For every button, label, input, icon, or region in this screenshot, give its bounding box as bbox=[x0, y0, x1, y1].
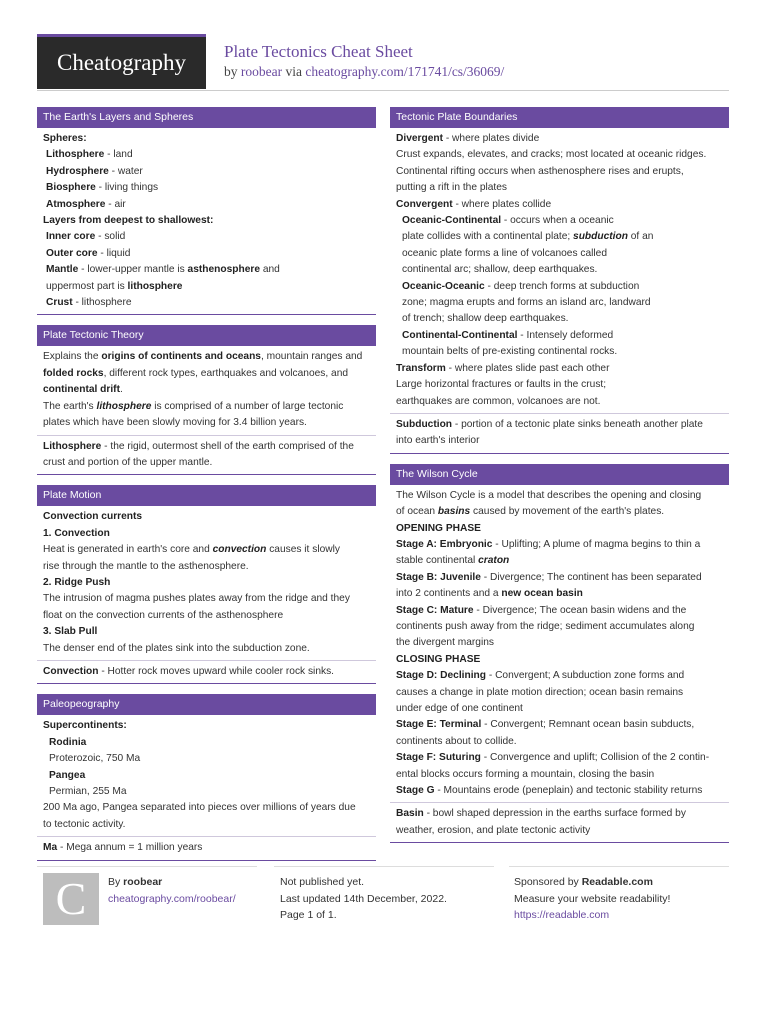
sponsor-tagline: Measure your website readability! bbox=[514, 892, 671, 905]
text-line: 3. Slab Pull bbox=[43, 626, 98, 638]
text-run: into 2 continents and a bbox=[396, 588, 502, 600]
section-paleogeography bbox=[37, 694, 376, 860]
definition: and bbox=[260, 264, 280, 276]
text-line bbox=[43, 439, 370, 455]
term: Inner core bbox=[46, 231, 96, 243]
text-line: Layers from deepest to shallowest: bbox=[43, 215, 214, 227]
text-line: causes a change in plate motion direction; ocean basin remains bbox=[396, 686, 684, 698]
term: Stage A: Embryonic bbox=[396, 538, 493, 550]
footer-meta bbox=[280, 874, 447, 924]
text-run: - bowl shaped depression in the earths surface formed by bbox=[423, 808, 686, 820]
text-line: Large horizontal fractures or faults in the crust; bbox=[396, 379, 607, 391]
text-run: of ocean bbox=[396, 506, 438, 518]
term: Stage E: Terminal bbox=[396, 719, 482, 731]
definition: - living things bbox=[95, 182, 159, 194]
term: Hydrosphere bbox=[46, 165, 109, 177]
section-block bbox=[37, 660, 376, 683]
term: lithosphere bbox=[127, 280, 183, 292]
byline-via: via bbox=[285, 64, 302, 79]
definition: - lower-upper mantle is bbox=[78, 264, 188, 276]
term: Subduction bbox=[396, 418, 453, 430]
author-avatar[interactable]: C bbox=[43, 873, 99, 925]
term: basins bbox=[437, 506, 471, 518]
text-line bbox=[396, 806, 723, 822]
text-line bbox=[396, 361, 723, 377]
text-line: Proterozoic, 750 Ma bbox=[49, 753, 141, 765]
section-plate-tectonic-theory bbox=[37, 325, 376, 475]
text-line bbox=[396, 586, 723, 602]
text-line: under edge of one continent bbox=[396, 703, 523, 714]
term: Outer core bbox=[46, 247, 98, 259]
term: convection bbox=[212, 544, 267, 556]
text-run: - Mega annum = 1 million years bbox=[57, 842, 203, 854]
text-line: rise through the mantle to the asthenosphere. bbox=[43, 560, 249, 572]
cheatography-logo[interactable]: Cheatography bbox=[37, 34, 206, 89]
term: Convergent bbox=[396, 198, 453, 210]
section-title: Plate Tectonic Theory bbox=[37, 325, 376, 346]
text-line: Rodinia bbox=[49, 736, 87, 748]
byline-by: by bbox=[224, 64, 238, 79]
text-line bbox=[43, 664, 370, 680]
term: Stage D: Declining bbox=[396, 670, 487, 682]
text-run: By bbox=[108, 876, 124, 888]
text-run: - portion of a tectonic plate sinks beneath another plate bbox=[452, 418, 703, 430]
text-line: Permian, 255 Ma bbox=[49, 786, 127, 797]
footer-divider bbox=[37, 866, 257, 867]
text-line bbox=[43, 229, 370, 245]
text-run: - Convergence and uplift; Collision of the 2 contin- bbox=[480, 752, 710, 764]
text-line bbox=[396, 213, 723, 229]
text-line: plates which have been slowly moving for 3.4 billion years. bbox=[43, 417, 307, 429]
text-line bbox=[43, 246, 370, 262]
text-run: - occurs when a oceanic bbox=[501, 215, 614, 227]
text-run: - where plates divide bbox=[443, 133, 540, 144]
text-line bbox=[396, 197, 723, 213]
text-line bbox=[43, 382, 370, 398]
text-line: zone; magma erupts and forms an island arc, landward bbox=[402, 297, 651, 309]
text-run: The earth's bbox=[43, 400, 97, 412]
text-line: to tectonic activity. bbox=[43, 818, 126, 830]
sponsor-link[interactable]: https://readable.com bbox=[514, 909, 610, 921]
term: folded rocks bbox=[43, 367, 104, 379]
text-run: - Intensely deformed bbox=[517, 329, 614, 341]
text-line: continental arc; shallow, deep earthquakes. bbox=[402, 264, 598, 276]
term: Ma bbox=[43, 842, 58, 854]
term: Lithosphere bbox=[46, 149, 105, 161]
sheet-url-link[interactable]: cheatography.com/171741/cs/36069/ bbox=[305, 64, 505, 79]
text-run: , different rock types, earthquakes and volcanoes, and bbox=[103, 367, 349, 379]
text-run: - Convergent; Remnant ocean basin subducts, bbox=[481, 719, 695, 731]
section-block bbox=[390, 128, 729, 413]
text-line bbox=[43, 147, 370, 163]
term: Oceanic-Oceanic bbox=[402, 280, 485, 292]
text-line: into earth's interior bbox=[396, 435, 480, 447]
term: Stage C: Mature bbox=[396, 604, 474, 616]
text-run: stable continental bbox=[396, 555, 479, 567]
section-earth-layers bbox=[37, 107, 376, 315]
page-number: Page 1 of 1. bbox=[280, 909, 337, 921]
right-column bbox=[390, 107, 729, 853]
text-line bbox=[43, 197, 370, 213]
section-block bbox=[37, 435, 376, 475]
publish-status: Not published yet. bbox=[280, 876, 365, 888]
term: Stage F: Suturing bbox=[396, 752, 481, 764]
definition: uppermost part is bbox=[46, 280, 128, 292]
text-line bbox=[43, 366, 370, 382]
left-column bbox=[37, 107, 376, 871]
text-line bbox=[43, 295, 370, 311]
section-title: Paleopeography bbox=[37, 694, 376, 715]
term: Atmosphere bbox=[46, 198, 106, 210]
term: lithosphere bbox=[96, 400, 152, 412]
text-line: CLOSING PHASE bbox=[396, 653, 481, 665]
text-run: - Uplifting; A plume of magma begins to thin a bbox=[492, 538, 701, 550]
text-line: Continental rifting occurs when asthenosphere rises and erupts, bbox=[396, 165, 684, 177]
text-line: Crust expands, elevates, and cracks; most located at oceanic ridges. bbox=[396, 149, 707, 161]
text-run: - Convergent; A subduction zone forms and bbox=[486, 670, 685, 682]
text-line bbox=[43, 262, 370, 278]
term: Mantle bbox=[46, 264, 79, 276]
section-block bbox=[390, 485, 729, 803]
definition: - air bbox=[105, 198, 126, 210]
text-line bbox=[396, 131, 723, 147]
text-run: - where plates collide bbox=[452, 198, 552, 210]
text-line: ental blocks occurs forming a mountain, closing the basin bbox=[396, 768, 655, 780]
section-block bbox=[37, 346, 376, 434]
text-line: mountain belts of pre-existing continental rocks. bbox=[402, 346, 618, 358]
definition: - liquid bbox=[97, 247, 131, 259]
text-line: float on the convection currents of the asthenosphere bbox=[43, 609, 284, 621]
term: Basin bbox=[396, 808, 424, 820]
term: origins of continents and oceans bbox=[101, 351, 261, 363]
text-line: Spheres: bbox=[43, 133, 87, 144]
definition: - solid bbox=[95, 231, 126, 243]
text-line: continents about to collide. bbox=[396, 735, 517, 747]
text-run: - the rigid, outermost shell of the earth comprised of the bbox=[101, 440, 354, 452]
text-run: . bbox=[119, 384, 123, 396]
footer-author-name[interactable]: roobear bbox=[123, 876, 163, 888]
footer-divider bbox=[509, 866, 729, 867]
section-block bbox=[37, 506, 376, 660]
text-line bbox=[43, 542, 370, 558]
text-line: 1. Convection bbox=[43, 527, 110, 539]
text-line bbox=[396, 717, 723, 733]
term: craton bbox=[478, 555, 510, 567]
term: Continental-Continental bbox=[402, 329, 518, 341]
term: Crust bbox=[46, 297, 73, 309]
text-line bbox=[43, 399, 370, 415]
section-title: Tectonic Plate Boundaries bbox=[390, 107, 729, 128]
text-line: The intrusion of magma pushes plates away from the ridge and they bbox=[43, 593, 350, 605]
text-line: continents push away from the ridge; sediment accumulates along bbox=[396, 620, 695, 632]
text-run: Sponsored by bbox=[514, 876, 582, 888]
term: subduction bbox=[573, 231, 628, 243]
text-line: earthquakes are common, volcanoes are not. bbox=[396, 395, 601, 407]
section-wilson-cycle bbox=[390, 464, 729, 844]
author-link[interactable]: roobear bbox=[240, 64, 283, 79]
text-line bbox=[396, 783, 723, 799]
definition: - lithosphere bbox=[72, 297, 132, 309]
section-plate-boundaries bbox=[390, 107, 729, 454]
text-line: crust and portion of the upper mantle. bbox=[43, 456, 213, 468]
text-run: Explains the bbox=[43, 351, 102, 363]
text-line bbox=[396, 553, 723, 569]
text-line: Pangea bbox=[49, 769, 86, 781]
term: new ocean basin bbox=[501, 588, 583, 600]
text-line bbox=[396, 328, 723, 344]
footer-divider bbox=[274, 866, 494, 867]
text-run: plate collides with a continental plate; bbox=[402, 231, 574, 243]
text-line: Convection currents bbox=[43, 511, 143, 523]
text-line bbox=[396, 417, 723, 433]
section-title: Plate Motion bbox=[37, 485, 376, 506]
text-run: - Divergence; The continent has been separated bbox=[480, 571, 702, 583]
term: Divergent bbox=[396, 133, 443, 144]
text-run: - Divergence; The ocean basin widens and the bbox=[473, 604, 687, 616]
text-line bbox=[396, 229, 723, 245]
definition: - land bbox=[104, 149, 133, 161]
byline bbox=[224, 64, 504, 80]
text-run: - where plates slide past each other bbox=[445, 362, 610, 374]
text-line: The Wilson Cycle is a model that describes the opening and closing bbox=[396, 489, 702, 501]
term: Biosphere bbox=[46, 182, 96, 194]
section-block bbox=[390, 413, 729, 453]
section-block bbox=[37, 836, 376, 859]
text-run: , mountain ranges and bbox=[260, 351, 363, 363]
text-line bbox=[43, 349, 370, 365]
section-block bbox=[390, 802, 729, 842]
text-line: putting a rift in the plates bbox=[396, 182, 507, 194]
term: Oceanic-Continental bbox=[402, 215, 502, 227]
page-title: Plate Tectonics Cheat Sheet bbox=[224, 42, 413, 61]
text-line bbox=[396, 668, 723, 684]
text-line: oceanic plate forms a line of volcanoes called bbox=[402, 247, 607, 259]
text-run: - Hotter rock moves upward while cooler rock sinks. bbox=[98, 665, 335, 677]
section-title: The Earth's Layers and Spheres bbox=[37, 107, 376, 128]
text-line bbox=[396, 603, 723, 619]
term: Convection bbox=[43, 665, 99, 677]
section-block bbox=[37, 715, 376, 836]
footer-by-line bbox=[108, 874, 236, 891]
sponsor-name[interactable]: Readable.com bbox=[581, 876, 653, 888]
term: Lithosphere bbox=[43, 440, 102, 452]
text-run: - Mountains erode (peneplain) and tectonic stability returns bbox=[434, 785, 703, 797]
footer-author bbox=[108, 874, 236, 907]
term: Stage G bbox=[396, 785, 435, 797]
text-line: of trench; shallow deep earthquakes. bbox=[402, 313, 569, 325]
text-line: weather, erosion, and plate tectonic activity bbox=[396, 824, 591, 836]
text-line bbox=[396, 750, 723, 766]
definition: - water bbox=[108, 165, 143, 177]
text-line bbox=[396, 570, 723, 586]
text-line: The denser end of the plates sink into the subduction zone. bbox=[43, 642, 310, 654]
text-run: caused by movement of the earth's plates. bbox=[470, 506, 665, 518]
footer-author-link[interactable]: cheatography.com/roobear/ bbox=[108, 892, 236, 905]
text-line: 200 Ma ago, Pangea separated into pieces over millions of years due bbox=[43, 802, 356, 814]
text-line: Supercontinents: bbox=[43, 720, 127, 732]
text-line bbox=[43, 840, 370, 856]
text-line bbox=[43, 180, 370, 196]
sponsor-line bbox=[514, 874, 670, 891]
text-line: 2. Ridge Push bbox=[43, 576, 111, 588]
text-run: - deep trench forms at subduction bbox=[484, 280, 640, 292]
section-block bbox=[37, 128, 376, 314]
last-updated: Last updated 14th December, 2022. bbox=[280, 892, 447, 905]
term: Transform bbox=[396, 362, 446, 374]
text-line bbox=[43, 279, 370, 295]
text-line: OPENING PHASE bbox=[396, 522, 481, 534]
term: asthenosphere bbox=[187, 264, 261, 276]
footer-sponsor bbox=[514, 874, 670, 924]
text-line bbox=[396, 504, 723, 520]
text-run: of an bbox=[627, 231, 654, 243]
section-plate-motion bbox=[37, 485, 376, 684]
text-line bbox=[396, 279, 723, 295]
text-line bbox=[43, 164, 370, 180]
text-line bbox=[396, 537, 723, 553]
section-title: The Wilson Cycle bbox=[390, 464, 729, 485]
header-divider bbox=[37, 90, 729, 91]
text-run: Heat is generated in earth's core and bbox=[43, 544, 213, 556]
term: Stage B: Juvenile bbox=[396, 571, 481, 583]
text-line: the divergent margins bbox=[396, 637, 494, 649]
text-run: causes it slowly bbox=[266, 544, 340, 556]
text-run: is comprised of a number of large tectonic bbox=[151, 400, 344, 412]
term: continental drift bbox=[43, 384, 120, 396]
